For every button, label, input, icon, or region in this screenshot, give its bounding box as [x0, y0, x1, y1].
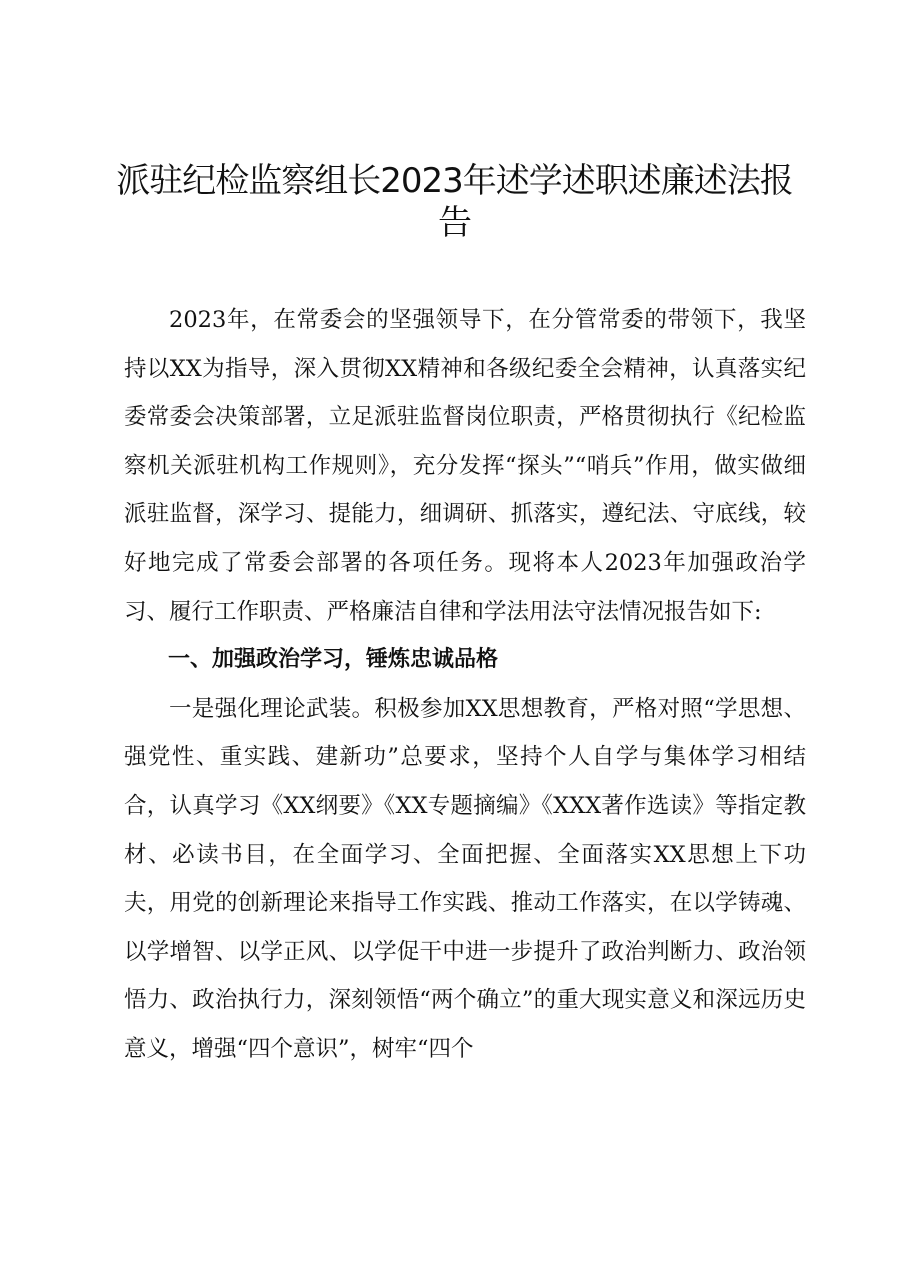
document-body: [124, 296, 806, 1074]
section-heading: 一、加强政治学习，锤炼忠诚品格: [168, 647, 499, 673]
document-title: 派驻纪检监察组长2023年述学述职述廉述法报告: [116, 161, 793, 243]
intro-paragraph: 2023年，在常委会的坚强领导下，在分管常委的带领下，我坚持以XX为指导，深入贯彻XX精神和各级纪委全会精神，认真落实纪委常委会决策部署，立足派驻监督岗位职责，严格贯彻执行《纪检监察机关派驻机构工作规则》，充分发挥“探头”“哨兵”作用，做实做细派驻监督，深学习、提能力，细调研、抓落实，遵纪法、守底线，较好地完成了常委会部署的各项任务。现将本人2023年加强政治学习、履行工作职责、严格廉洁自律和学法用法守法情况报告如下:: [124, 307, 806, 625]
body-paragraph: 一是强化理论武装。积极参加XX思想教育，严格对照“学思想、强党性、重实践、建新功”总要求，坚持个人自学与集体学习相结合，认真学习《XX纲要》《XX专题摘编》《XXX著作选读》等指定教材、必读书目，在全面学习、全面把握、全面落实XX思想上下功夫，用党的创新理论来指导工作实践、推动工作落实，在以学铸魂、以学增智、以学正风、以学促干中进一步提升了政治判断力、政治领悟力、政治执行力，深刻领悟“两个确立”的重大现实意义和深远历史意义，增强“四个意识”，树牢“四个: [124, 695, 806, 1062]
